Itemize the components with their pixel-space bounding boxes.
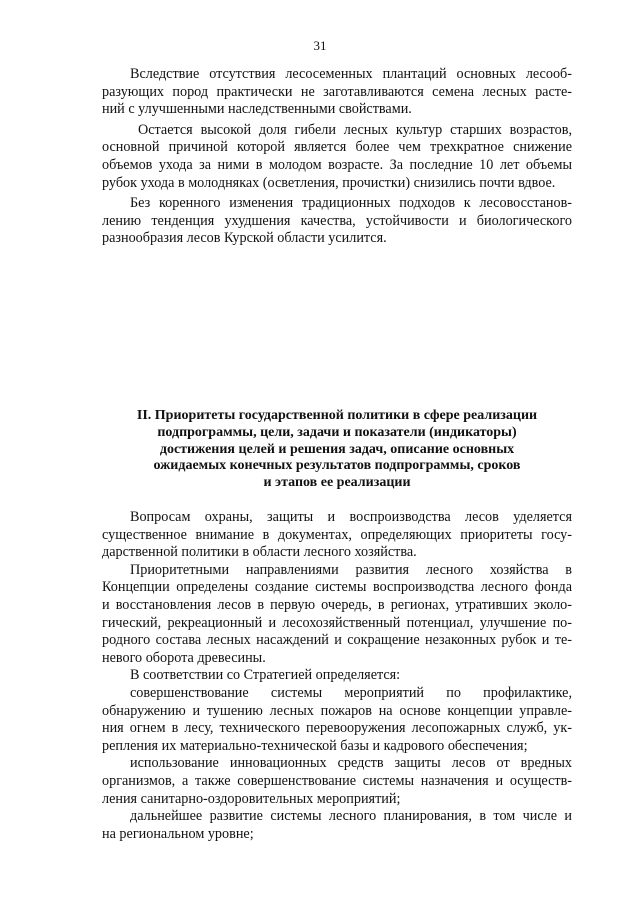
heading-line: подпрограммы, цели, задачи и показатели (индикаторы) bbox=[157, 424, 517, 440]
heading-line: ожидаемых конечных результатов подпрограммы, сроков bbox=[153, 458, 521, 474]
page-number: 31 bbox=[313, 38, 327, 53]
text-line: лению тенденция ухудшения качества, устойчивости и биологического bbox=[102, 212, 572, 229]
text-line: Вопросам охраны, защиты и воспроизводства лесов уделяется bbox=[130, 509, 572, 525]
text-line: Без коренного изменения традиционных подходов к лесовосстанов- bbox=[130, 195, 572, 212]
text-line: гический, рекреационный и лесохозяйственный потенциал, улучшение по- bbox=[102, 614, 572, 631]
text-line: невого оборота древесины. bbox=[102, 649, 266, 666]
paragraph-fire-prevention bbox=[102, 685, 572, 755]
text-line: родного состава лесных насаждений и сокращение незаконных рубок и те- bbox=[102, 632, 572, 649]
top-text-block bbox=[102, 66, 572, 248]
heading-line: и этапов ее реализации bbox=[263, 475, 411, 491]
text-line: дальнейшее развитие системы лесного планирования, в том числе и bbox=[130, 808, 572, 825]
text-line: Концепции определены создание системы воспроизводства лесного фонда bbox=[102, 579, 572, 596]
section-heading bbox=[102, 408, 572, 492]
text-line: объемов ухода за ними в молодом возрасте. За последние 10 лет объемы bbox=[102, 156, 572, 173]
paragraph-forest-planning bbox=[102, 808, 572, 843]
text-line: организмов, а также совершенствование системы назначения и осуществ- bbox=[102, 772, 572, 789]
text-line: ния огнем в лесу, технического перевооружения лесопожарных служб, ук- bbox=[102, 720, 572, 737]
text-line: использование инновационных средств защиты лесов от вредных bbox=[130, 755, 572, 772]
bottom-text-block bbox=[102, 509, 572, 843]
paragraph-concept-directions bbox=[102, 562, 572, 668]
paragraph-strategy-intro bbox=[102, 667, 572, 685]
text-line: ний с улучшенными наследственными свойствами. bbox=[102, 101, 412, 118]
text-line: разнообразия лесов Курской области усилится. bbox=[102, 230, 387, 247]
text-line: рубок ухода в молодняках (осветления, прочистки) снизились почти вдвое. bbox=[102, 174, 556, 191]
text-line: ления санитарно-оздоровительных мероприятий; bbox=[102, 790, 401, 807]
paragraph-forest-protection-priorities bbox=[102, 509, 572, 562]
text-line: Приоритетными направлениями развития лесного хозяйства в bbox=[130, 561, 572, 578]
paragraph-pest-protection bbox=[102, 755, 572, 808]
text-line: дарственной политики в области лесного хозяйства. bbox=[102, 544, 417, 561]
text-line: В соответствии со Стратегией определяется: bbox=[130, 667, 401, 684]
paragraph-reforestation-approach bbox=[102, 195, 572, 248]
text-line: Остается высокой доля гибели лесных культур старших возрастов, bbox=[138, 121, 572, 138]
text-line: существенное внимание в документах, определяющих приоритеты госу- bbox=[102, 526, 572, 543]
text-line: разующих пород практически не заготавливаются семена лесных расте- bbox=[102, 83, 572, 100]
text-line: и восстановления лесов в первую очередь, в регионах, утративших эколо- bbox=[102, 596, 572, 613]
text-line: совершенствование системы мероприятий по профилактике, bbox=[130, 684, 572, 701]
text-line: на региональном уровне; bbox=[102, 825, 254, 842]
text-line: обнаружению и тушению лесных пожаров на основе концепции управле- bbox=[102, 702, 572, 719]
paragraph-seed-plantations bbox=[102, 66, 572, 119]
text-line: основной причиной которой является более чем трехкратное снижение bbox=[102, 139, 572, 156]
heading-line: II. Приоритеты государственной политики в сфере реализации bbox=[136, 408, 538, 423]
text-line: Вследствие отсутствия лесосеменных плантаций основных лесооб- bbox=[130, 66, 572, 82]
heading-line: достижения целей и решения задач, описание основных bbox=[159, 441, 515, 457]
text-line: репления их материально-технической базы и кадрового обеспечения; bbox=[102, 737, 528, 754]
paragraph-forest-crop-loss bbox=[102, 122, 572, 192]
